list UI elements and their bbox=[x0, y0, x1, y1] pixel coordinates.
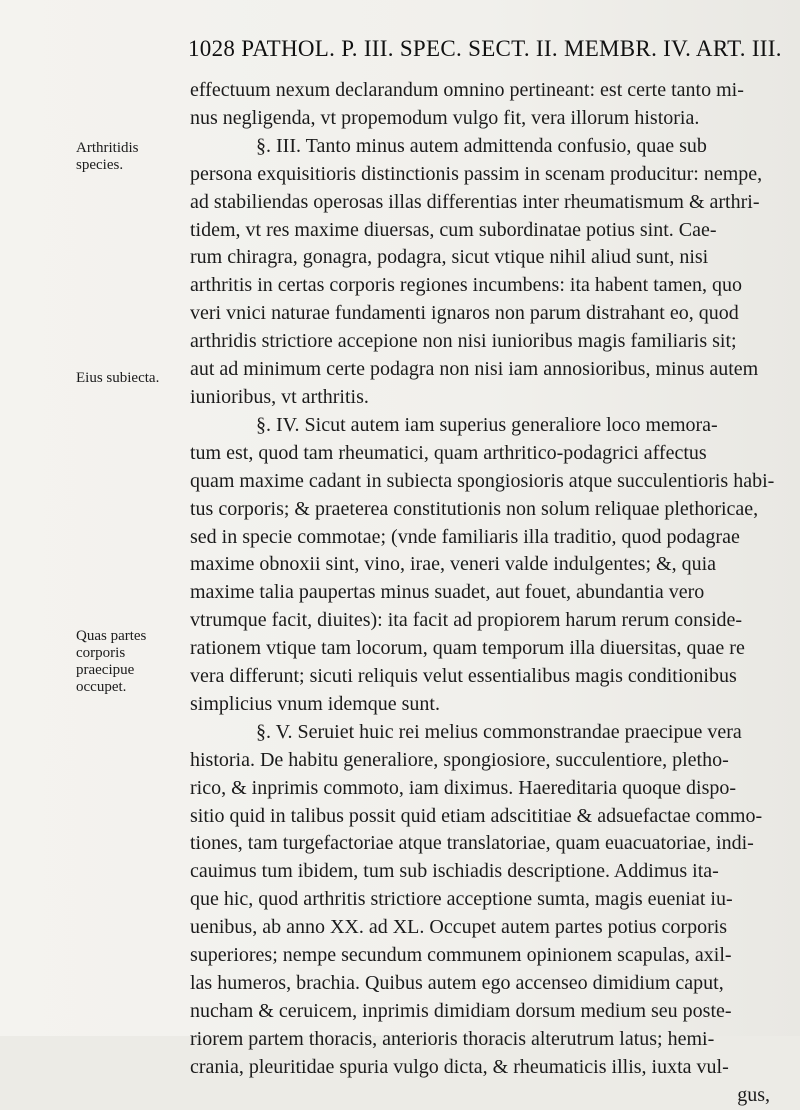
catchword-row bbox=[190, 1082, 770, 1110]
text-line: superiores; nempe secundum communem opinionem scapulas, axil- bbox=[190, 944, 732, 967]
text-line: maxime obnoxii sint, vino, irae, veneri valde indulgentes; &, quia bbox=[190, 553, 716, 576]
text-line: effectuum nexum declarandum omnino pertineant: est certe tanto mi- bbox=[190, 79, 744, 101]
text-line: historia. De habitu generaliore, spongiosiore, succulentiore, pletho- bbox=[190, 748, 729, 771]
paragraph-section-4 bbox=[190, 412, 775, 719]
text-line: sed in specie commotae; (vnde familiaris illa traditio, quod podagrae bbox=[190, 525, 740, 548]
text-line: nucham & ceruicem, inprimis dimidiam dorsum medium seu poste- bbox=[190, 999, 732, 1022]
text-line: arthridis strictiore accepione non nisi iunioribus magis familiaris sit; bbox=[190, 330, 737, 353]
text-line: las humeros, brachia. Quibus autem ego accenseo dimidium caput, bbox=[190, 972, 724, 994]
paragraph-section-3 bbox=[190, 133, 770, 412]
main-text bbox=[190, 77, 775, 1110]
text-line: nus negligenda, vt propemodum vulgo fit, vera illorum historia. bbox=[190, 106, 700, 129]
text-line: quam maxime cadant in subiecta spongiosioris atque succulentioris habi- bbox=[190, 469, 775, 492]
text-line: riorem partem thoracis, anterioris thoracis alterutrum latus; hemi- bbox=[190, 1027, 715, 1050]
text-line: tidem, vt res maxime diuersas, cum subordinatae potius sint. Cae- bbox=[190, 218, 717, 241]
text-line: tus corporis; & praeterea constitutionis non solum reliquae plethoricae, bbox=[190, 497, 759, 520]
paragraph-section-5 bbox=[190, 719, 770, 1082]
text-line: §. IV. Sicut autem iam superius generaliore loco memora- bbox=[256, 413, 718, 436]
text-line: iunioribus, vt arthritis. bbox=[190, 385, 369, 408]
text-line: ad stabiliendas operosas illas differentias inter rheumatismum & arthri- bbox=[190, 190, 760, 213]
margin-note-subiecta: Eius subiecta. bbox=[76, 370, 160, 386]
text-line: veri vnici naturae fundamenti ignaros non parum distrahant eo, quod bbox=[190, 302, 739, 325]
margin-note-partes-corporis: Quas partes corporis praecipue occupet. bbox=[76, 628, 147, 695]
text-line: que hic, quod arthritis strictiore acceptione sumta, magis eueniat iu- bbox=[190, 888, 733, 911]
paragraph-continuation bbox=[190, 77, 770, 133]
text-line: tiones, tam turgefactoriae atque translatoriae, quam euacuatoriae, indi- bbox=[190, 832, 754, 855]
text-line: sitio quid in talibus possit quid etiam adscititiae & adsuefactae commo- bbox=[190, 804, 763, 827]
text-line: crania, pleuritidae spuria vulgo dicta, & rheumaticis illis, iuxta vul- bbox=[190, 1055, 729, 1078]
text-line: vera differunt; sicuti reliquis velut essentialibus magis conditionibus bbox=[190, 665, 737, 688]
text-line: persona exquisitioris distinctionis passim in scenam producitur: nempe, bbox=[190, 162, 763, 185]
margin-note-arthritis-species: Arthritidis species. bbox=[76, 140, 139, 173]
text-line: rico, & inprimis commoto, iam diximus. Haereditaria quoque dispo- bbox=[190, 776, 737, 799]
catchword: gus, bbox=[737, 1083, 770, 1106]
text-line: rum chiragra, gonagra, podagra, sicut vtique nihil aliud sunt, nisi bbox=[190, 246, 709, 269]
text-line: tum est, quod tam rheumatici, quam arthritico-podagrici affectus bbox=[190, 441, 707, 464]
text-line: vtrumque facit, diuites): ita facit ad propiorem harum rerum conside- bbox=[190, 609, 743, 632]
text-line: cauimus tum ibidem, tum sub ischiadis descriptione. Addimus ita- bbox=[190, 860, 719, 883]
text-line: rationem vtique tam locorum, quam temporum illa diuersitas, quae re bbox=[190, 637, 745, 660]
text-line: aut ad minimum certe podagra non nisi iam annosioribus, minus autem bbox=[190, 358, 759, 381]
text-line: uenibus, ab anno XX. ad XL. Occupet autem partes potius corporis bbox=[190, 916, 728, 939]
text-line: §. III. Tanto minus autem admittenda confusio, quae sub bbox=[256, 134, 707, 157]
text-line: arthritis in certas corporis regiones incumbens: ita habent tamen, quo bbox=[190, 274, 743, 297]
text-line: simplicius vnum idemque sunt. bbox=[190, 692, 440, 715]
text-line: §. V. Seruiet huic rei melius commonstrandae praecipue vera bbox=[256, 720, 742, 743]
text-line: maxime talia paupertas minus suadet, aut fouet, abundantia vero bbox=[190, 581, 705, 604]
running-head: 1028 PATHOL. P. III. SPEC. SECT. II. MEMBR. IV. ART. III. bbox=[188, 36, 782, 61]
